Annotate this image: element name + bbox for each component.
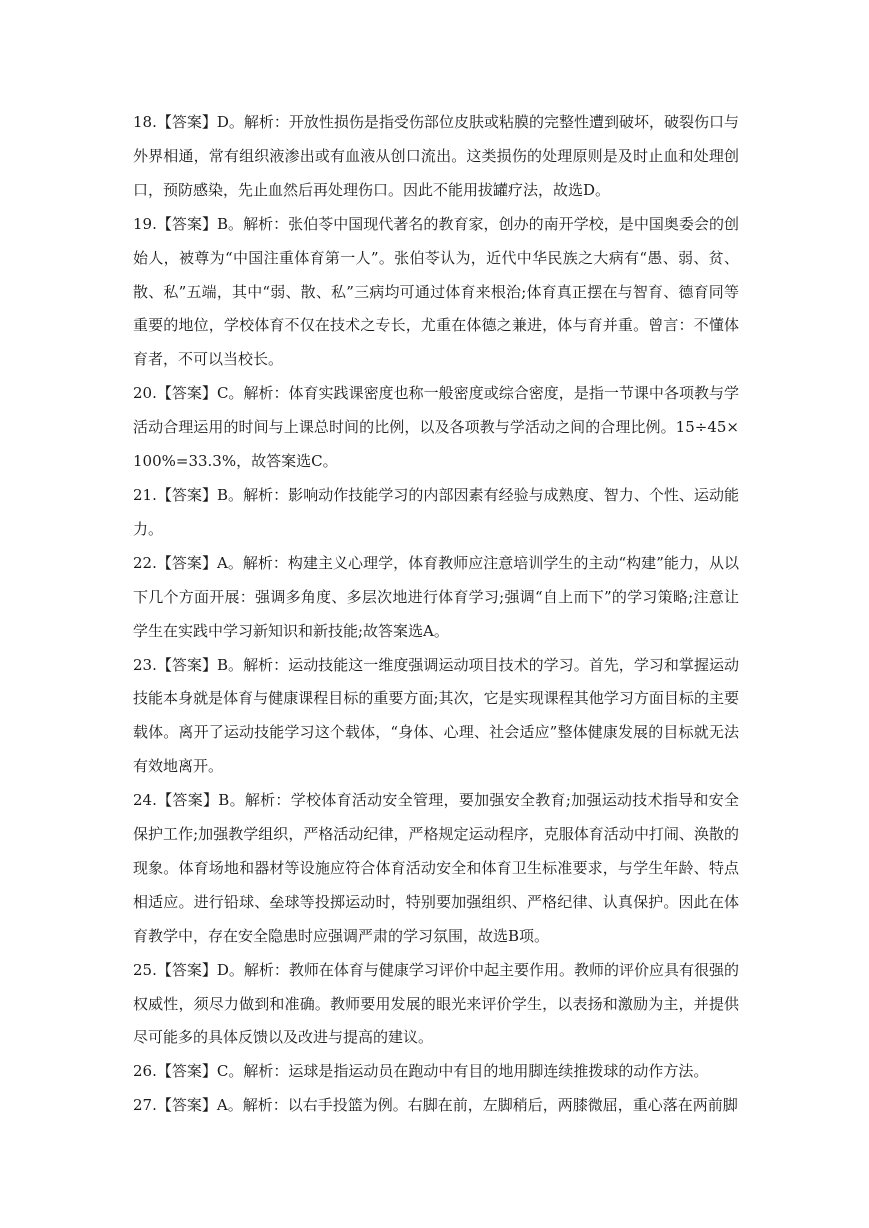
answer-item-24: 24.【答案】B。解析：学校体育活动安全管理，要加强安全教育;加强运动技术指导和安全保护工作;加强教学组织，严格活动纪律，严格规定运动程序，克服体育活动中打闹、涣散的现象。体育场地和器材等设施应符合体育活动安全和体育卫生标准要求，与学生年龄、特点相适应。进行铅球、垒球等投掷运动时，特别要加强组织、严格纪律、认真保护。因此在体育教学中，存在安全隐患时应强调严肃的学习氛围，故选B项。: [133, 791, 739, 945]
answer-item-18: 18.【答案】D。解析：开放性损伤是指受伤部位皮肤或粘膜的完整性遭到破坏，破裂伤口与外界相通，常有组织液渗出或有血液从创口流出。这类损伤的处理原则是及时止血和处理创口，预防感染，先止血然后再处理伤口。因此不能用拔罐疗法，故选D。: [133, 113, 739, 199]
answer-item-22: 22.【答案】A。解析：构建主义心理学，体育教师应注意培训学生的主动“构建”能力，从以下几个方面开展：强调多角度、多层次地进行体育学习;强调“自上而下”的学习策略;注意让学生在实践中学习新知识和新技能;故答案选A。: [133, 553, 739, 640]
answer-item-27: 27.【答案】A。解析：以右手投篮为例。右脚在前，左脚稍后，两膝微屈，重心落在两前脚: [133, 1096, 738, 1115]
answer-item-26: 26.【答案】C。解析：运球是指运动员在跑动中有目的地用脚连续推拨球的动作方法。: [133, 1062, 709, 1081]
answer-explanations: [133, 106, 739, 1123]
answer-item-21: 21.【答案】B。解析：影响动作技能学习的内部因素有经验与成熟度、智力、个性、运动能力。: [133, 485, 739, 538]
answer-item-19: 19.【答案】B。解析：张伯苓中国现代著名的教育家，创办的南开学校，是中国奥委会的创始人，被尊为“中国注重体育第一人”。张伯苓认为，近代中华民族之大病有“愚、弱、贫、散、私”五端，其中“弱、散、私”三病均可通过体育来根治;体育真正摆在与智育、德育同等重要的地位，学校体育不仅在技术之专长，尤重在体德之兼进，体与育并重。曾言：不懂体育者，不可以当校长。: [133, 214, 739, 369]
answer-item-23: 23.【答案】B。解析：运动技能这一维度强调运动项目技术的学习。首先，学习和掌握运动技能本身就是体育与健康课程目标的重要方面;其次，它是实现课程其他学习方面目标的主要载体。离开了运动技能学习这个载体，“身体、心理、社会适应”整体健康发展的目标就无法有效地离开。: [133, 655, 739, 776]
answer-item-20: 20.【答案】C。解析：体育实践课密度也称一般密度或综合密度，是指一节课中各项教与学活动合理运用的时间与上课总时间的比例，以及各项教与学活动之间的合理比例。15÷45×100%=33.3%，故答案选C。: [133, 384, 739, 471]
answer-item-25: 25.【答案】D。解析：教师在体育与健康学习评价中起主要作用。教师的评价应具有很强的权威性，须尽力做到和准确。教师要用发展的眼光来评价学生，以表扬和激励为主，并提供尽可能多的具体反馈以及改进与提高的建议。: [133, 960, 739, 1047]
